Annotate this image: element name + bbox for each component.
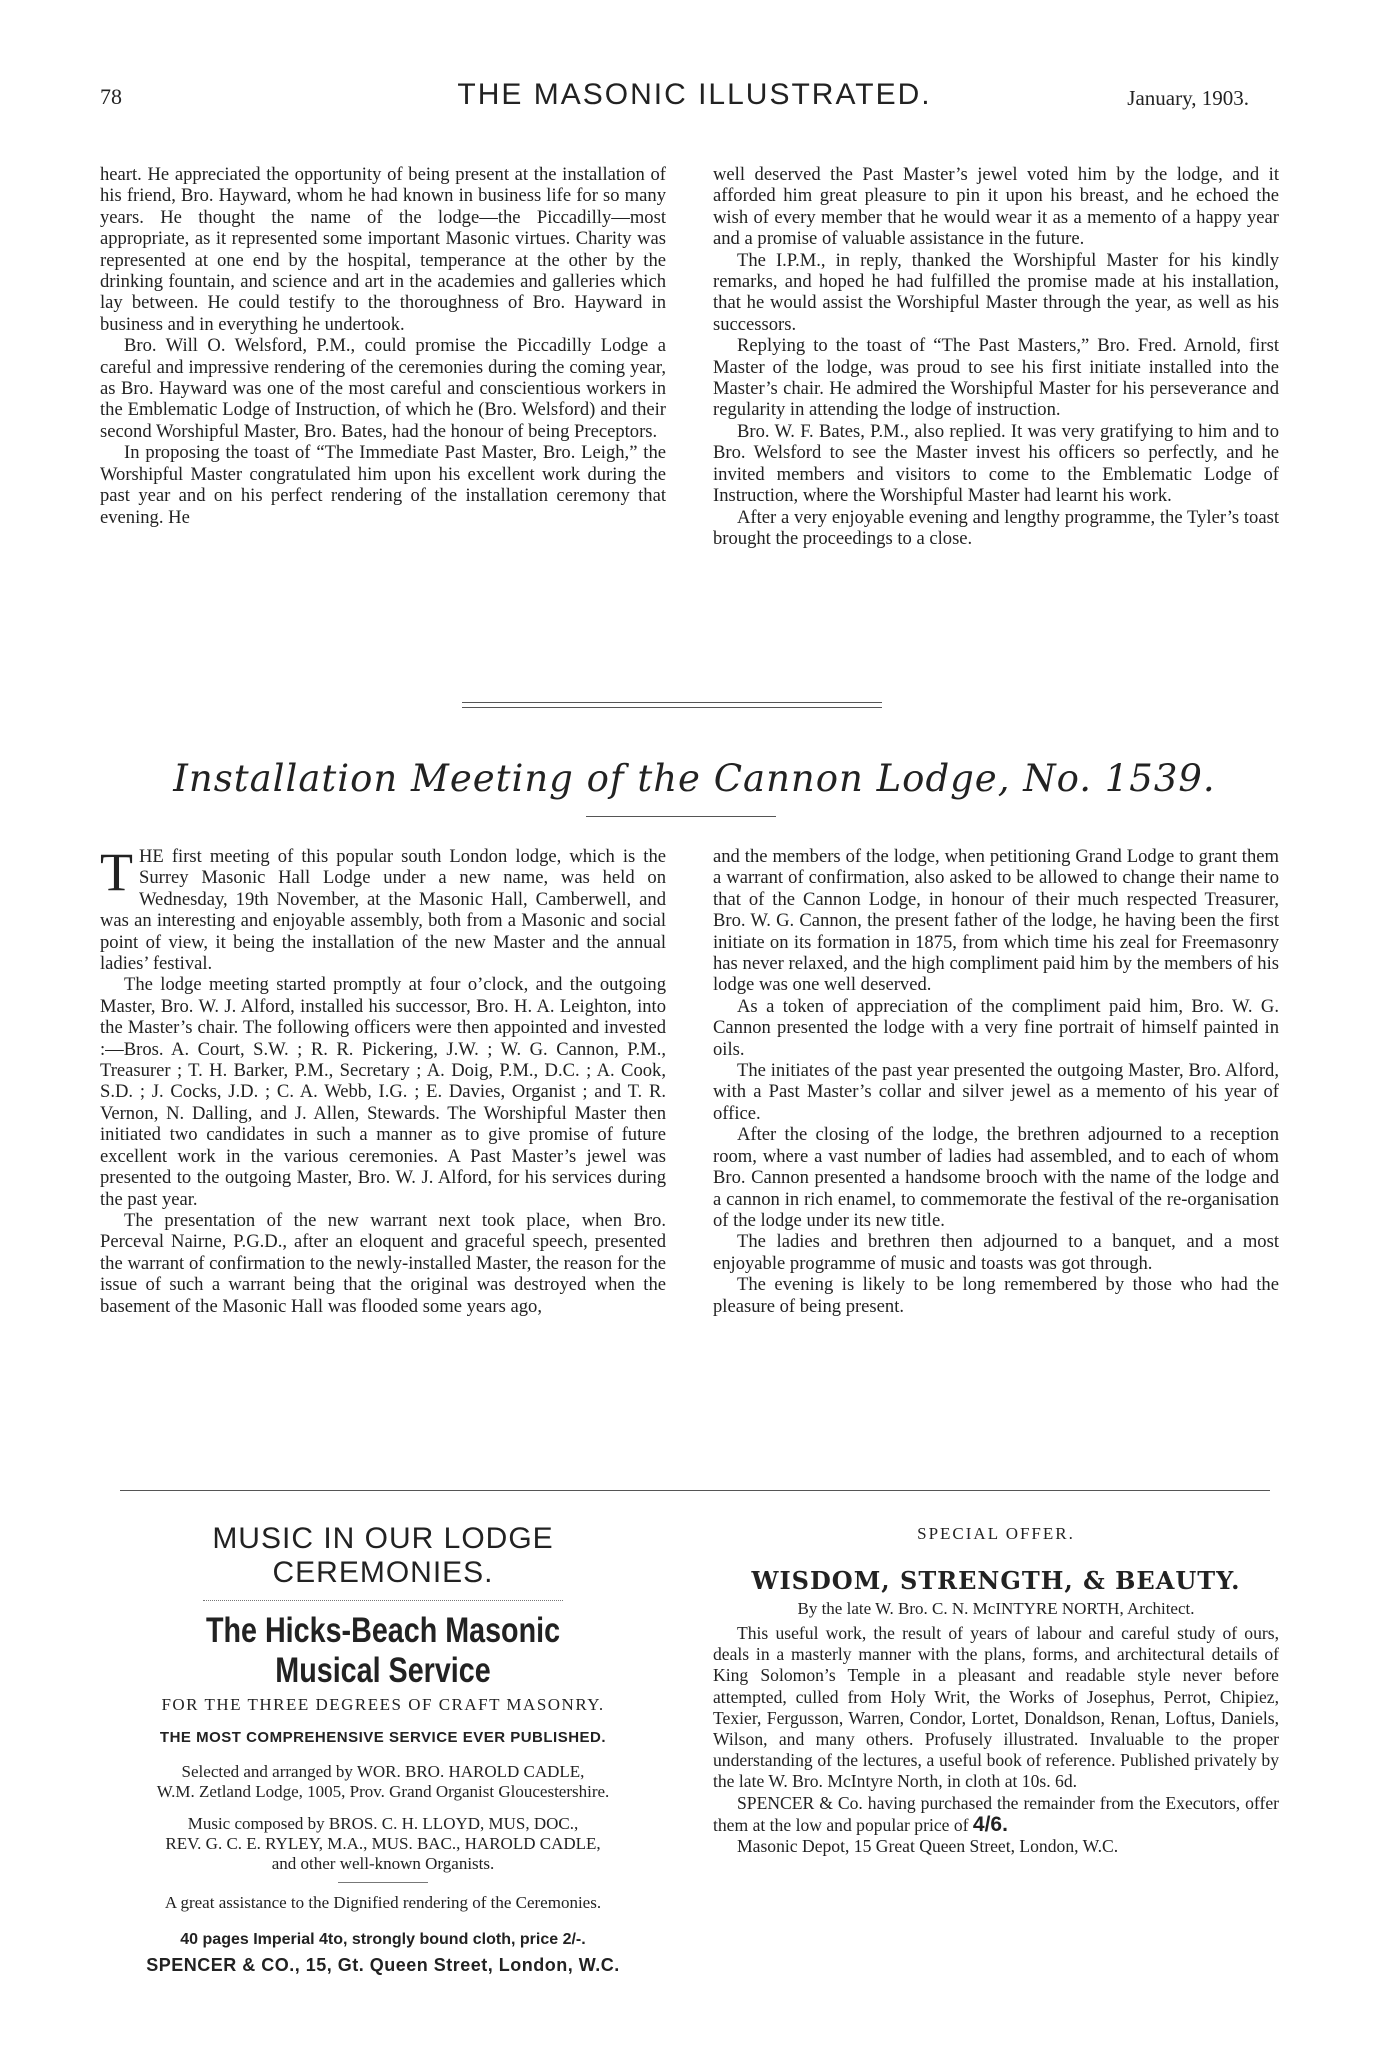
book-author: By the late W. Bro. C. N. McINTYRE NORTH, Architect. [797, 1599, 1195, 1618]
advert-heading: SPECIAL OFFER. [917, 1524, 1075, 1543]
article-left-column [100, 842, 666, 1317]
music-advert [100, 1522, 666, 1976]
paragraph: The presentation of the new warrant next took place, when Bro. Perceval Nairne, P.G.D., after an eloquent and graceful speech, presented the warrant of confirmation to the newly-installed Master, the reason for the issue of such a warrant being that the original was destroyed when the basement of the Masonic Hall was flooded some years ago, [100, 1209, 666, 1317]
section-divider [462, 707, 882, 708]
advert-heading: MUSIC IN OUR LODGE CEREMONIES. [212, 1522, 554, 1589]
paragraph: In proposing the toast of “The Immediate Past Master, Bro. Leigh,” the Worshipful Master congratulated him upon his excellent work during the past year and on his perfect rendering of the installation ceremony that evening. He [100, 442, 666, 528]
drop-cap: T [100, 842, 133, 902]
paragraph: well deserved the Past Master’s jewel voted him by the lodge, and it afforded him great pleasure to pin it upon his breast, and he echoed the wish of every member that he would wear it as a memento of a happy year and a promise of valuable assistance in the future. [713, 164, 1279, 250]
paragraph: and the members of the lodge, when petitioning Grand Lodge to grant them a warrant of confirmation, also asked to be allowed to change their name to that of the Cannon Lodge, in honour of their much respected Treasurer, Bro. W. G. Cannon, the present father of the lodge, he having been the first initiate on its formation in 1875, from which time his zeal for Freemasonry has never relaxed, and the high compliment paid him by the members of his lodge was one well deserved. [713, 846, 1279, 996]
paragraph: The ladies and brethren then adjourned to a banquet, and a most enjoyable programme of music and toasts was got through. [713, 1231, 1279, 1274]
publisher-line: SPENCER & CO., 15, Gt. Queen Street, London, W.C. [146, 1955, 620, 1975]
credit-line: REV. G. C. E. RYLEY, M.A., MUS. BAC., HAROLD CADLE, [165, 1834, 601, 1853]
service-subtitle: FOR THE THREE DEGREES OF CRAFT MASONRY. [161, 1695, 605, 1714]
service-tagline: THE MOST COMPREHENSIVE SERVICE EVER PUBLISHED. [159, 1729, 607, 1746]
page-number: 78 [100, 84, 122, 109]
paragraph: SPENCER & Co. having purchased the remainder from the Executors, offer them at the low and popular price of 4/6. [713, 1792, 1279, 1836]
price-line: 40 pages Imperial 4to, strongly bound cloth, price 2/-. [180, 1931, 586, 1948]
paragraph: The initiates of the past year presented the outgoing Master, Bro. Alford, with a Past Master’s collar and silver jewel as a memento of his year of office. [713, 1060, 1279, 1124]
issue-date: January, 1903. [1127, 86, 1249, 110]
service-title: The Hicks-Beach Masonic Musical Service [205, 1611, 561, 1690]
book-description [713, 1623, 1279, 1857]
assist-line: A great assistance to the Dignified rendering of the Ceremonies. [164, 1893, 602, 1912]
paragraph: Bro. Will O. Welsford, P.M., could promise the Piccadilly Lodge a careful and impressive rendering of the ceremonies during the coming year, as Bro. Hayward was one of the most careful and conscientious workers in the Emblematic Lodge of Instruction, of which he (Bro. Welsford) and their second Worshipful Master, Bro. Bates, had the honour of being Preceptors. [100, 335, 666, 442]
offer-price: 4/6. [972, 1812, 1008, 1836]
article-title: Installation Meeting of the Cannon Lodge, No. 1539. [173, 757, 1216, 800]
paragraph: The lodge meeting started promptly at four o’clock, and the outgoing Master, Bro. W. J. Alford, installed his successor, Bro. H. A. Leighton, into the Master’s chair. The following officers were then appointed and invested :—Bros. A. Court, S.W. ; R. R. Pickering, J.W. ; W. G. Cannon, P.M., Treasurer ; T. H. Barker, P.M., Secretary ; A. Doig, P.M., D.C. ; A. Cook, S.D. ; J. Cocks, J.D. ; C. A. Webb, I.G. ; E. Davies, Organist ; and T. R. Vernon, N. Dalling, and J. Allen, Stewards. The Worshipful Master then initiated two candidates in such a manner as to give promise of future excellent work in the various ceremonies. A Past Master’s jewel was presented to the outgoing Master, Bro. W. J. Alford, for his services during the past year. [100, 974, 666, 1210]
assistance-note [100, 1893, 666, 1913]
paragraph: THE first meeting of this popular south London lodge, which is the Surrey Masonic Hall Lodge under a new name, was held on Wednesday, 19th November, at the Masonic Hall, Camberwell, and was an interesting and enjoyable assembly, both from a Masonic and social point of view, it being the installation of the new Master and the annual ladies’ festival. [100, 842, 666, 975]
credit-line: W.M. Zetland Lodge, 1005, Prov. Grand Organist Gloucestershire. [156, 1782, 610, 1801]
paragraph: The evening is likely to be long remembered by those who had the pleasure of being present. [713, 1274, 1279, 1317]
credit-line: Music composed by BROS. C. H. LLOYD, MUS, DOC., [187, 1814, 579, 1833]
paragraph: Bro. W. F. Bates, P.M., also replied. It was very gratifying to him and to Bro. Welsford to see the Master invest his officers so perfectly, and he invited members and visitors to come to the Emblematic Lodge of Instruction, where the Worshipful Master had learnt his work. [713, 420, 1279, 507]
book-title: WISDOM, STRENGTH, & BEAUTY. [751, 1566, 1241, 1595]
top-left-column [100, 164, 666, 528]
advert-divider [120, 1490, 1270, 1491]
top-right-column [713, 164, 1279, 549]
arranger-credit [100, 1762, 666, 1802]
paragraph: Replying to the toast of “The Past Masters,” Bro. Fred. Arnold, first Master of the lodge, was proud to see his first initiate installed into the Master’s chair. He admired the Worshipful Master for his perseverance and regularity in attending the lodge of instruction. [713, 335, 1279, 421]
paragraph: After the closing of the lodge, the brethren adjourned to a reception room, where a vast number of ladies had assembled, and to each of whom Bro. Cannon presented a handsome brooch with the name of the lodge and a cannon in rich enamel, to commemorate the festival of the re-organisation of the lodge under its new title. [713, 1124, 1279, 1231]
paragraph: This useful work, the result of years of labour and careful study of ours, deals in a masterly manner with the plans, forms, and architectural details of King Solomon’s Temple in a pleasant and readable style never before attempted, culled from Holy Writ, the Works of Josephus, Perrot, Chipiez, Texier, Fergusson, Warren, Condor, Lortet, Donaldson, Renan, Loftus, Daniels, Wilson, and many others. Profusely illustrated. Invaluable to the proper understanding of the lectures, a useful book of reference. Published privately by the late W. Bro. McIntyre North, in cloth at 10s. 6d. [713, 1623, 1279, 1792]
title-underline [586, 816, 776, 817]
section-divider [462, 702, 882, 703]
paragraph: Masonic Depot, 15 Great Queen Street, London, W.C. [737, 1836, 1119, 1857]
paragraph: The I.P.M., in reply, thanked the Worshipful Master for his kindly remarks, and hoped he had fulfilled the promise made at his installation, that he would assist the Worshipful Master through the year, as well as his successors. [713, 249, 1279, 335]
paragraph: After a very enjoyable evening and lengthy programme, the Tyler’s toast brought the proceedings to a close. [713, 506, 1279, 549]
short-rule [338, 1882, 428, 1883]
paragraph: As a token of appreciation of the compliment paid him, Bro. W. G. Cannon presented the lodge with a very fine portrait of himself painted in oils. [713, 995, 1279, 1060]
dotted-rule [203, 1600, 563, 1601]
credit-line: Selected and arranged by WOR. BRO. HAROLD CADLE, [181, 1762, 585, 1781]
credit-line: and other well-known Organists. [271, 1854, 495, 1873]
special-offer-advert [713, 1524, 1279, 1857]
article-right-column [713, 846, 1279, 1317]
paragraph: heart. He appreciated the opportunity of being present at the installation of his friend, Bro. Hayward, whom he had known in business life for so many years. He thought the name of the lodge—the Piccadilly—most appropriate, as it represented some important Masonic virtues. Charity was represented at one end by the hospital, temperance at the other by the drinking fountain, and science and art in the academies and galleries which lay between. He could testify to the thoroughness of Bro. Hayward in business and in everything he undertook. [100, 164, 666, 335]
composer-credit [100, 1814, 666, 1874]
journal-title: THE MASONIC ILLUSTRATED. [457, 78, 932, 111]
